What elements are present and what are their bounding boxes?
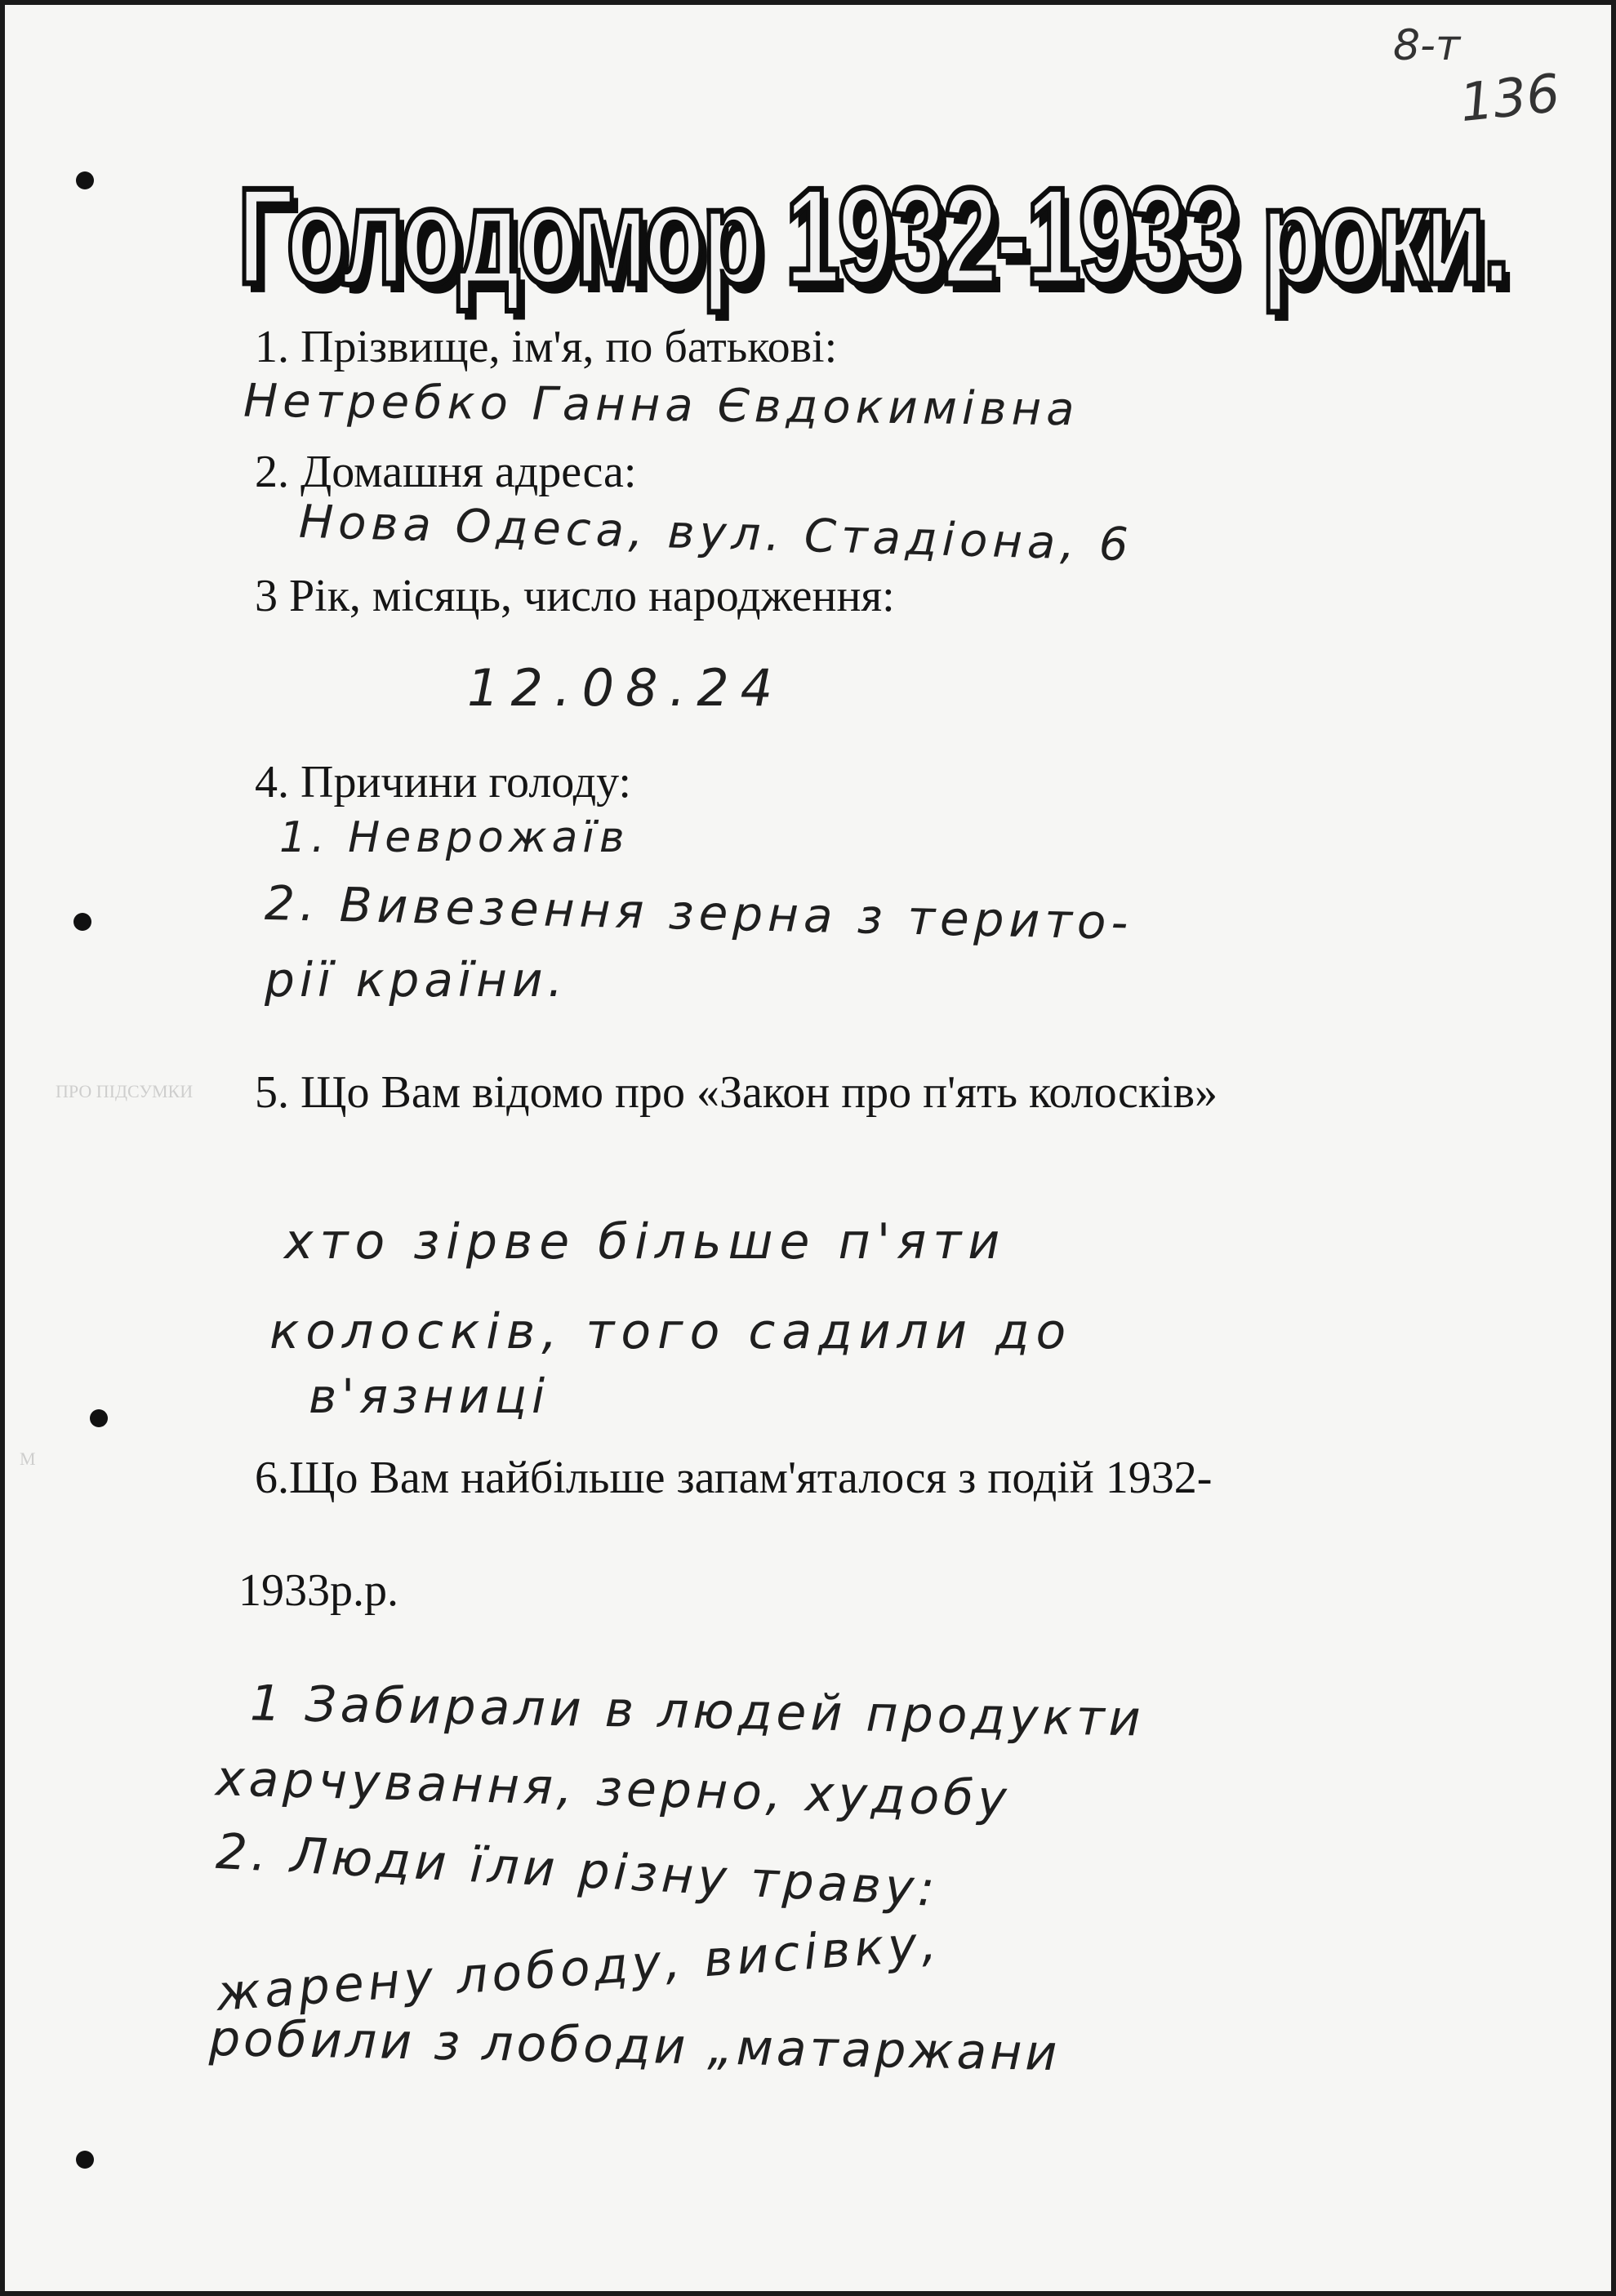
punch-hole-1 xyxy=(76,171,94,189)
question-2-label: 2. Домашня адреса: xyxy=(255,447,637,497)
reverse-side-bleed: ПРО ПІДСУМКИ xyxy=(56,1081,194,1101)
answer-2-line-1: Нова Одеса, вул. Стадіона, 6 xyxy=(298,495,1134,572)
question-6-label: 6.Що Вам найбільше запам'яталося з подій 1932- xyxy=(255,1453,1213,1503)
page-title: Голодомор 1932-1933 роки. xyxy=(238,159,1508,313)
answer-6-line-2: харчування, зерно, худобу xyxy=(215,1750,1012,1828)
sheet-number: 136 xyxy=(1457,63,1563,135)
answer-4-line-2: 2. Вивезення зерна з терито- xyxy=(264,874,1134,951)
punch-hole-4 xyxy=(76,2151,94,2169)
question-5-label: 5. Що Вам відомо про «Закон про п'ять колосків» xyxy=(255,1067,1218,1118)
answer-5-line-3: в'язниці xyxy=(309,1368,550,1424)
answer-6-line-1: 1 Забирали в людей продукти xyxy=(249,1675,1146,1748)
question-3-label: 3 Рік, місяць, число народження: xyxy=(255,571,895,621)
question-1-label: 1. Прізвище, ім'я, по батькові: xyxy=(255,322,838,372)
answer-3-line-1: 12.08.24 xyxy=(467,658,785,718)
archive-code: 8-т xyxy=(1393,21,1461,70)
answer-4-line-3: рії країни. xyxy=(265,952,568,1008)
answer-4-line-1: 1. Неврожаїв xyxy=(279,813,630,862)
punch-hole-3 xyxy=(90,1409,108,1427)
answer-6-line-3: 2. Люди їли різну траву: xyxy=(214,1822,941,1919)
question-6-label-continued: 1933р.р. xyxy=(238,1565,398,1616)
answer-1-line-1: Нетребко Ганна Євдокимівна xyxy=(243,374,1080,437)
answer-5-line-1: хто зірве більше п'яти xyxy=(284,1213,1007,1270)
reverse-side-bleed: М xyxy=(20,1448,36,1469)
document-page xyxy=(5,5,1611,2291)
answer-6-line-4: жарену лободу, висівку, xyxy=(214,1915,943,2022)
punch-hole-2 xyxy=(73,913,91,931)
answer-6-line-5: робили з лободи „матаржани xyxy=(208,2009,1062,2083)
answer-5-line-2: колосків, того садили до xyxy=(269,1303,1073,1360)
question-4-label: 4. Причини голоду: xyxy=(255,757,631,808)
